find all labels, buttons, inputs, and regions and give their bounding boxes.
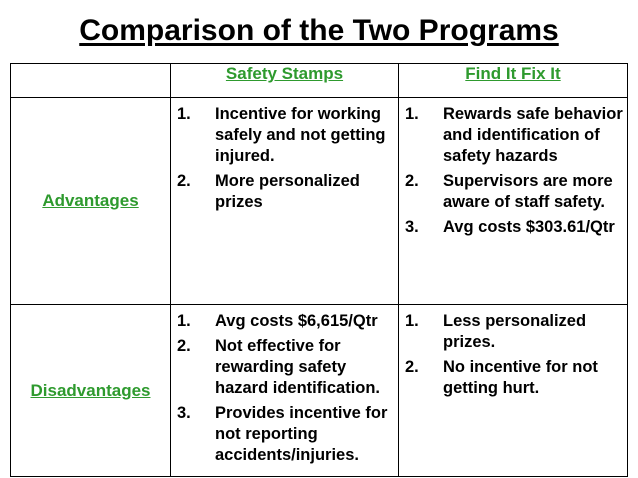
list-item [405, 171, 623, 213]
item-text: Avg costs $6,615/Qtr [215, 312, 378, 330]
advantages-find-it-fix-it-cell [399, 98, 628, 305]
advantages-safety-stamps-cell [171, 98, 399, 305]
list-item [405, 357, 623, 399]
disadvantages-safety-stamps-cell [171, 305, 399, 477]
item-number: 2. [405, 358, 419, 376]
advantages-find-it-fix-it-list [399, 98, 627, 238]
header-safety-stamps: Safety Stamps [171, 64, 399, 98]
item-text: Not effective for rewarding safety hazard identification. [215, 337, 381, 397]
item-number: 3. [177, 404, 191, 422]
item-text: Avg costs $303.61/Qtr [443, 218, 615, 236]
item-number: 2. [177, 172, 191, 190]
advantages-safety-stamps-list [171, 98, 398, 213]
disadvantages-find-it-fix-it-cell [399, 305, 628, 477]
item-number: 1. [405, 312, 419, 330]
slide-title: Comparison of the Two Programs [79, 14, 559, 47]
item-number: 2. [177, 337, 191, 355]
disadvantages-safety-stamps-list [171, 305, 398, 466]
item-text: Rewards safe behavior and identification of safety hazards [443, 105, 623, 165]
item-number: 1. [405, 105, 419, 123]
item-text: No incentive for not getting hurt. [443, 358, 598, 397]
list-item [177, 336, 394, 399]
item-text: Provides incentive for not reporting accidents/injuries. [215, 404, 388, 464]
item-number: 2. [405, 172, 419, 190]
list-item [177, 104, 394, 167]
list-item [177, 171, 394, 213]
disadvantages-find-it-fix-it-list [399, 305, 627, 399]
header-find-it-fix-it: Find It Fix It [399, 64, 628, 98]
table-row-disadvantages [11, 305, 628, 477]
item-number: 3. [405, 218, 419, 236]
list-item [405, 104, 623, 167]
item-text: More personalized prizes [215, 172, 360, 211]
table-header-row [11, 64, 628, 98]
list-item [177, 403, 394, 466]
row-label-advantages: Advantages [11, 98, 171, 305]
item-text: Incentive for working safely and not getting injured. [215, 105, 386, 165]
item-number: 1. [177, 105, 191, 123]
comparison-table [10, 63, 628, 477]
row-label-disadvantages: Disadvantages [11, 305, 171, 477]
list-item [177, 311, 394, 332]
list-item [405, 311, 623, 353]
item-text: Supervisors are more aware of staff safety. [443, 172, 613, 211]
table-row-advantages [11, 98, 628, 305]
item-text: Less personalized prizes. [443, 312, 587, 351]
item-number: 1. [177, 312, 191, 330]
header-blank-cell [11, 64, 171, 98]
list-item [405, 217, 623, 238]
